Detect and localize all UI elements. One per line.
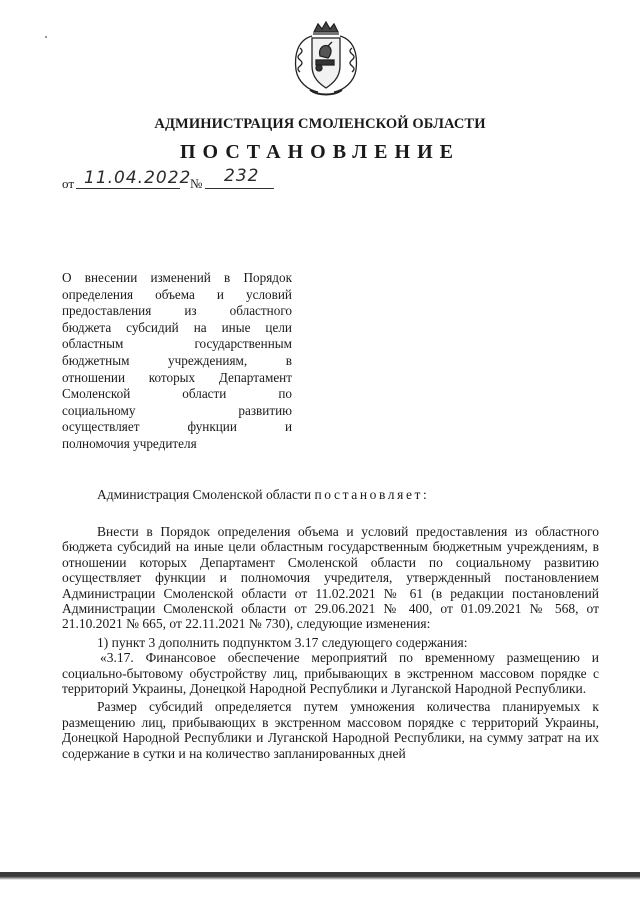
subject-line: социальному развитию [62,402,292,418]
document-type-title: ПОСТАНОВЛЕНИЕ [180,141,460,163]
subject-line: бюджетным учреждениям, в [62,352,292,368]
number-value: 232 [224,166,260,186]
preamble-text: Администрация Смоленской области [97,487,312,502]
date-prefix: от [62,176,75,191]
scan-edge [0,872,640,880]
date-underline [76,188,180,189]
document-body [62,524,599,761]
number-underline [205,188,274,189]
date-value: 11.04.2022 [84,168,192,188]
document-subject [62,270,292,453]
coat-of-arms-icon [288,18,364,100]
scan-speck [45,36,47,38]
subject-line: осуществляет функции и [62,419,292,435]
subject-line: бюджета субсидий на иные цели [62,319,292,335]
subject-line: О внесении изменений в Порядок [62,270,292,285]
paragraph-subsidy-size: Размер субсидий определяется путем умножения количества планируемых к размещению лиц, прибывающих в экстренном массовом порядке с территорий Украины, Донецкой Народной Республики и Луганской Народной Республики, на сумму затрат на их содержание в сутки и на количество запланированных дней [62,699,599,761]
subject-line: определения объема и условий [62,286,292,302]
paragraph-item-1: 1) пункт 3 дополнить подпунктом 3.17 следующего содержания: [97,634,468,650]
subject-line: отношении которых Департамент [62,369,292,385]
organization-name: АДМИНИСТРАЦИЯ СМОЛЕНСКОЙ ОБЛАСТИ [154,116,486,132]
subject-line: Смоленской области по [62,386,292,402]
subject-line: полномочия учредителя [62,435,197,451]
subject-line: областным государственным [62,336,292,352]
decree-word: постановляет: [314,487,430,502]
number-prefix: № [190,176,203,191]
subject-line: предоставления из областного [62,303,292,319]
preamble [97,487,429,503]
paragraph-clause-3-17: «3.17. Финансовое обеспечение мероприятий по временному размещению и социально-бытовому обустройству лиц, прибывающих в экстренном массовом порядке с территорий Украины, Донецкой Народной Республики и Луганской Народной Республики. [62,650,599,697]
paragraph-amendment-intro: Внести в Порядок определения объема и условий предоставления из областного бюджета субсидий на иные цели областным государственным бюджетным учреждениям, в отношении которых Департамент Смоленской области по социальному развитию осуществляет функции и полномочия учредителя, утвержденный постановлением Администрации Смоленской области от 11.02.2021 № 61 (в редакции постановлений Администрации Смоленской области от 29.06.2021 № 400, от 01.09.2021 № 568, от 21.10.2021 № 665, от 22.11.2021 № 730), следующие изменения: [62,524,599,632]
